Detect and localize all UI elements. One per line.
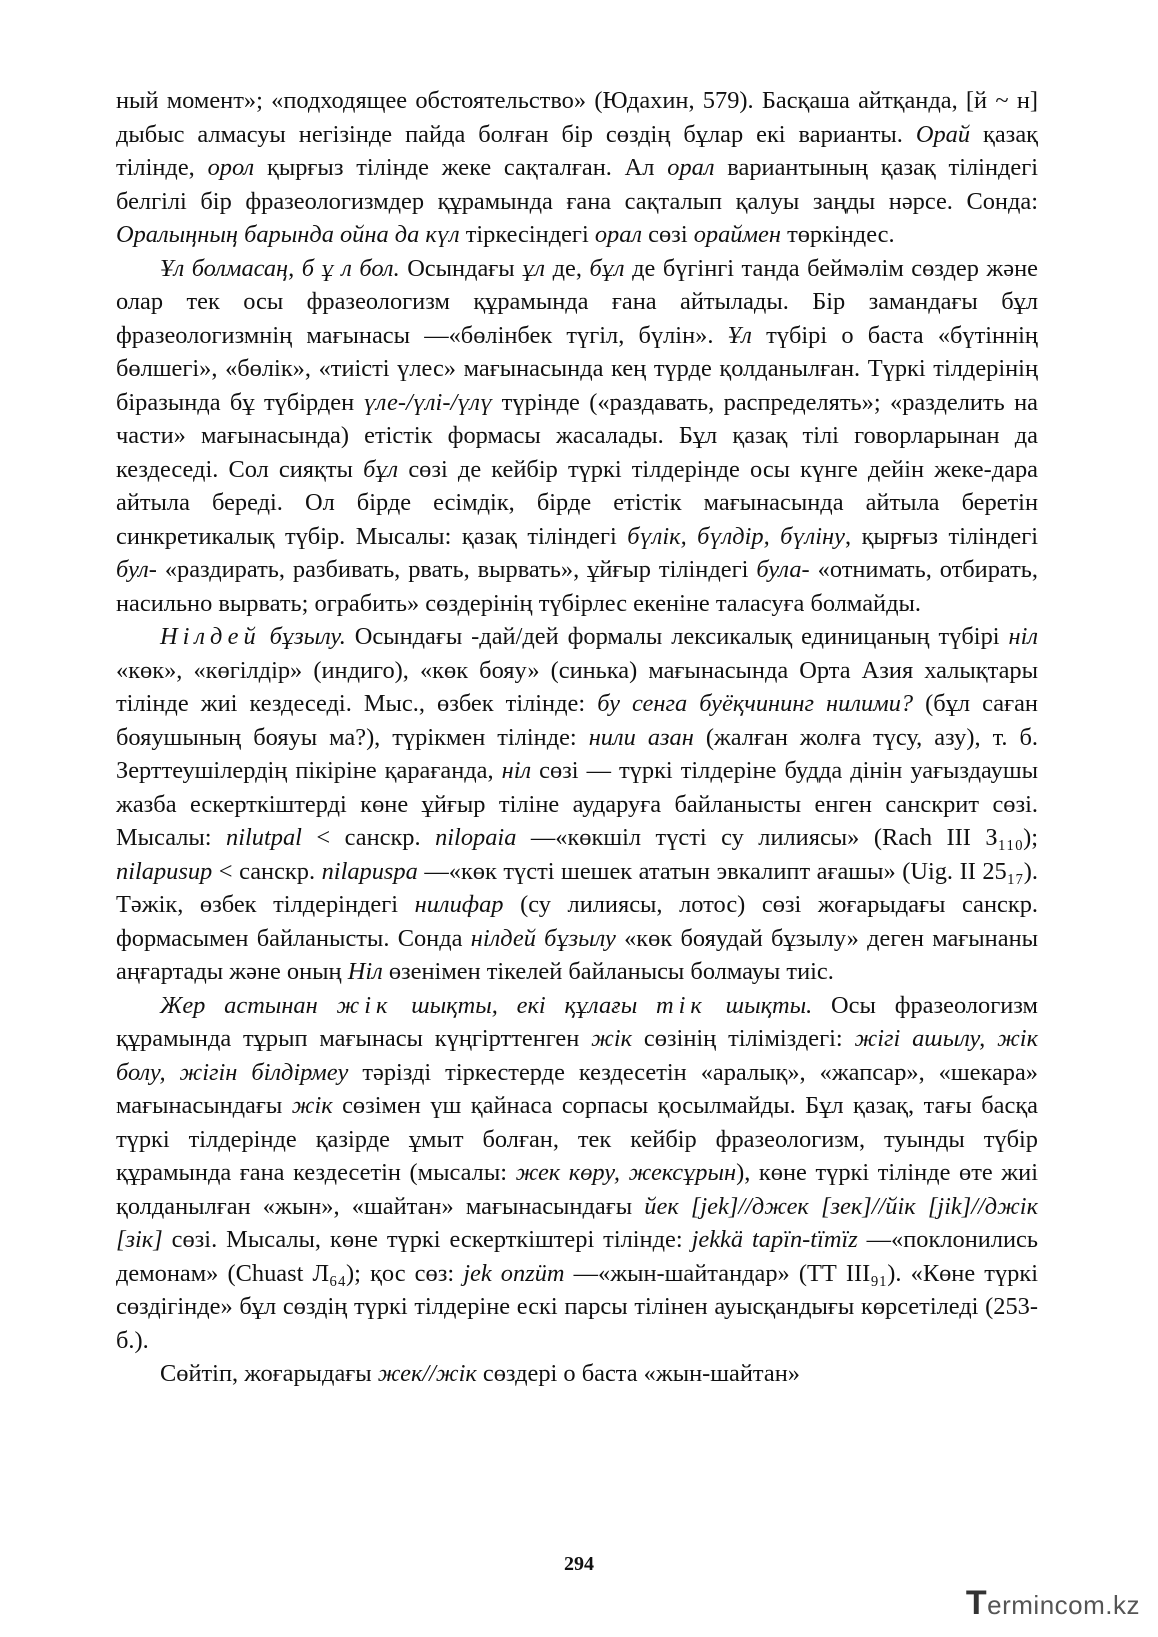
page-text (116, 84, 1038, 1391)
text-segment: Осындағы (399, 254, 523, 282)
text-segment: сөзінің тіліміздегі: (632, 1025, 855, 1052)
paragraph (116, 620, 1038, 989)
text-segment: сөзі. Мысалы, көне түркі ескерткіштері тілінде: (162, 1226, 692, 1253)
emphasized-term: була- (756, 556, 810, 583)
text-segment: (су лилиясы, лотос) сөзі жоғарыдағы санскр. формасымен байланысты. Сонда (116, 891, 1039, 952)
text-segment: сөздері о баста «жын-шайтан» (476, 1360, 800, 1387)
text-segment: сөзі (642, 221, 694, 248)
emphasized-term: бу сенга буёқчининг нилими? (597, 690, 914, 717)
emphasized-term: ніл (1008, 623, 1038, 650)
watermark-logo (966, 1584, 1140, 1623)
emphasized-term: nilapuspa (321, 857, 418, 885)
text-segment: қырғыз тілінде жеке сақталған. Ал (254, 154, 668, 181)
emphasized-term: бұл (363, 455, 399, 483)
paragraph (116, 252, 1038, 621)
emphasized-term: бул- (116, 556, 157, 583)
emphasized-term: Ұл (727, 321, 752, 349)
text-segment: «көк бояудай бұзылу» деген мағынаны аңғартады және оның (116, 924, 1039, 985)
emphasized-term: ораймен (693, 221, 781, 248)
emphasized-term: ұл (522, 254, 546, 282)
emphasized-term: үле-/үлі-/үлү (363, 388, 493, 416)
emphasized-term: Нілдей (160, 623, 261, 650)
text-segment: вариантының қазақ тіліндегі белгілі бір фразеологизмдер құрамында ғана сақталып қалуы заңды нәрсе. Сонда: (116, 154, 1039, 215)
text-segment: қазақ тілінде, (116, 120, 1038, 181)
text-segment: ), көне түркі тілінде өте жиі қолданылған «жын», «шайтан» мағынасындағы (116, 1159, 1038, 1220)
text-segment: —«көк түсті шешек ататын эвкалипт ағашы» (Uig. II 25₁₇). Тәжік, өзбек тілдеріндегі (116, 857, 1038, 918)
emphasized-term: бұзылу. (260, 623, 346, 650)
emphasized-term: орол (207, 154, 255, 181)
text-segment: «көк», «көгілдір» (индиго), «көк бояу» (синька) мағынасында Орта Азия халықтары тілінде жиі кездеседі. Мыс., өзбек тілінде: (116, 656, 1038, 717)
text-segment: (жалған жолға түсу, азу), т. б. Зерттеушілердің пікіріне қарағанда, (116, 723, 1038, 784)
text-segment: сөзімен үш қайнаса сорпасы қосылмайды. Бұл қазақ, тағы басқа түркі тілдерінде қазірде ұмыт болған, тек кейбір фразеологизм, туынды түбір құрамында ғана кездесетін (мысалы: (116, 1092, 1038, 1186)
text-segment: —«көкшіл түсті су лилиясы» (Rach III З₁₁₀); (516, 824, 1038, 851)
emphasized-term: жік (336, 991, 393, 1019)
emphasized-term: Оралыңның барында ойна да күл (116, 221, 460, 248)
text-segment: өзенімен тікелей байланысы болмауы тиіс. (382, 958, 834, 985)
text-segment: сөзі — түркі тілдеріне будда дінін уағыздаушы жазба ескерткіштерді көне ұйғыр тіліне аударуға байланысты енген санскрит сөзі. Мысалы: (116, 757, 1038, 851)
watermark-initial: T (965, 1584, 988, 1622)
text-segment: «раздирать, разбивать, рвать, вырвать», ұйғыр тіліндегі (156, 556, 757, 583)
text-segment: —«поклонились демонам» (Chuast Л₆₄); қос сөз: (116, 1226, 1038, 1287)
emphasized-term: Ніл (347, 958, 383, 985)
emphasized-term: жігі ашылу, жік болу, жігін білдірмеу (116, 1025, 1038, 1086)
watermark-text: ermincom.kz (987, 1590, 1140, 1620)
paragraph (116, 1357, 1038, 1391)
text-segment: түрінде («раздавать, распределять»; «разделить на части» мағынасында) етістік формасы жасалады. Бұл қазақ тілі говорларынан да кездеседі. Сол сияқты (116, 388, 1038, 483)
text-segment: сөзі де кейбір түркі тілдерінде осы күнге дейін жеке-дара айтыла береді. Ол бірде есімдік, бірде етістік мағынасында айтыла беретін синкретикалық түбір. Мысалы: қазақ тіліндегі (116, 455, 1039, 550)
emphasized-term: нилифар (414, 891, 504, 918)
emphasized-term: ніл (501, 757, 532, 784)
text-segment: , қырғыз тіліндегі (844, 522, 1038, 550)
emphasized-term: nilutpal (226, 824, 302, 851)
paragraph (116, 989, 1038, 1358)
emphasized-term: жік (591, 1025, 633, 1052)
emphasized-term: орал (594, 221, 643, 248)
emphasized-term: jekkä tapïn-tïmïz (691, 1226, 858, 1253)
text-segment: Сөйтіп, жоғарыдағы (160, 1360, 378, 1387)
emphasized-term: Жер астынан (160, 991, 337, 1019)
emphasized-term: жек//жік (377, 1360, 477, 1387)
paragraph (116, 84, 1038, 252)
emphasized-term: niloраіа (435, 824, 517, 851)
text-segment: «отнимать, отбирать, насильно вырвать; ограбить» сөздерінің түбірлес екеніне таласуға болмайды. (116, 556, 1039, 617)
text-segment: де, (545, 254, 590, 282)
text-segment: тіркесіндегі (459, 221, 595, 248)
emphasized-term: nilapusup (116, 857, 213, 885)
text-segment: —«жын-шайтандар» (ТТ III₉₁). «Көне түркі сөздігінде» бұл сөздің түркі тілдеріне ескі парсы тілінен ауысқандығы көрсетіледі (253-б.). (116, 1259, 1038, 1354)
emphasized-term: жек көру, жексұрын (515, 1159, 737, 1186)
emphasized-term: jek onzüm (463, 1259, 565, 1287)
emphasized-term: тік (656, 991, 707, 1019)
text-segment: тәрізді тіркестерде кездесетін «аралық», «жапсар», «шекара» мағынасындағы (116, 1058, 1038, 1119)
text-segment: төркіндес. (780, 221, 895, 248)
page-number: 294 (564, 1553, 594, 1575)
text-segment: де бүгінгі танда беймәлім сөздер және олар тек осы фразеологизм құрамында ғана айтылады. Бір замандағы бұл фразеологизмнің мағынасы —«бөлінбек түгіл, бүлін». (116, 254, 1038, 349)
emphasized-term: нили азан (588, 723, 694, 751)
text-segment: Осындағы -дай/дей формалы лексикалық единицаның түбірі (345, 623, 1009, 650)
emphasized-term: Орай (915, 120, 971, 148)
text-segment: < санскр. (212, 857, 322, 885)
emphasized-term: шықты, екі құлағы (392, 991, 657, 1019)
text-segment: ный момент»; «подходящее обстоятельство» (Юдахин, 579). Басқаша айтқанда, [й ~ н] дыбыс алмасуы негізінде пайда болған бір сөздің бұлар екі варианты. (116, 87, 1038, 148)
text-segment: түбірі о баста «бүтіннің бөлшегі», «бөлік», «тиісті үлес» мағынасында кең түрде қолданылған. Түркі тілдерінің біразында бұ түбірден (116, 321, 1038, 416)
emphasized-term: жік (291, 1092, 333, 1119)
text-segment: < санскр. (301, 824, 436, 851)
text-segment: (бұл саған бояушының бояуы ма?), түрікмен тілінде: (116, 690, 1038, 751)
text-segment: Осы фразеологизм құрамында тұрып мағынасы күңгірттенген (116, 991, 1038, 1052)
emphasized-term: бұл (589, 254, 625, 282)
emphasized-term: йек [jek]//джек [зек]//йік [jik]//джік [зік] (116, 1192, 1038, 1253)
emphasized-term: Ұл болмасаң, б ұ л бол. (160, 254, 400, 282)
emphasized-term: орал (667, 154, 715, 181)
emphasized-term: шықты. (706, 991, 813, 1019)
emphasized-term: нілдей бұзылу (470, 924, 616, 952)
emphasized-term: бүлік, бүлдір, бүліну (627, 522, 845, 550)
